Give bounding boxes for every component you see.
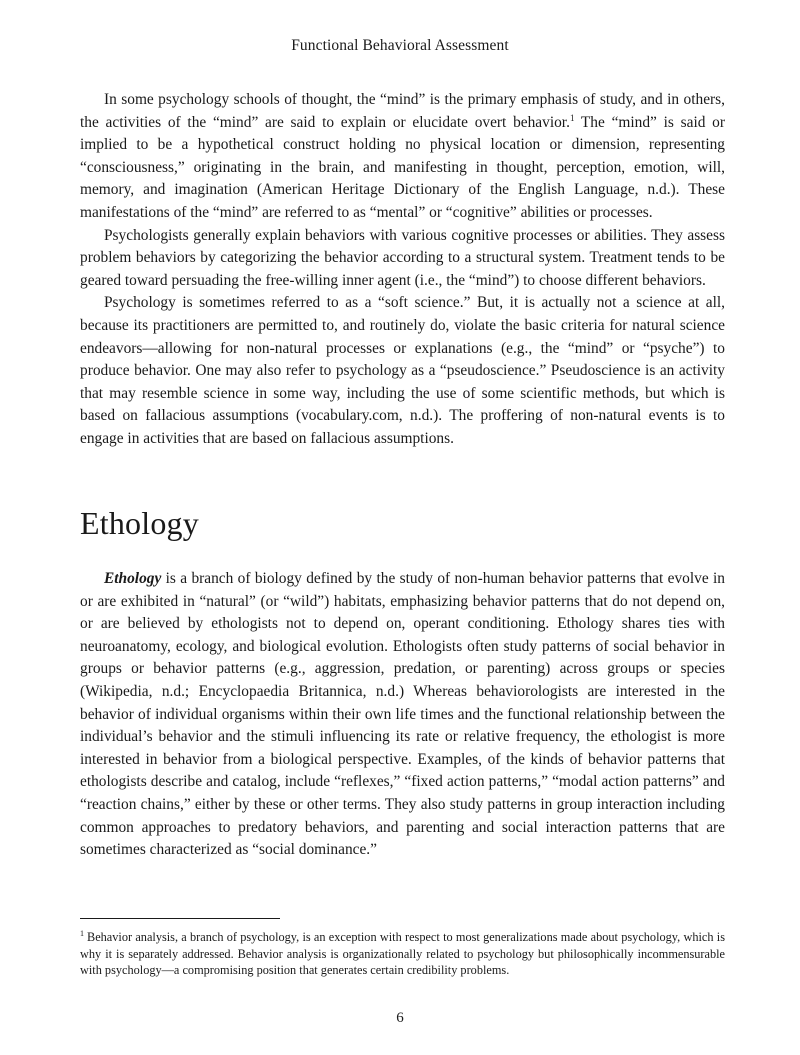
footnote-reference[interactable]: 1 <box>569 112 575 123</box>
ethology-section <box>80 568 725 862</box>
footnote <box>80 929 725 979</box>
running-header: Functional Behavioral Assessment <box>291 37 509 54</box>
intro-section <box>80 89 725 451</box>
paragraph: Psychology is sometimes referred to as a “soft science.” But, it is actually not a science at all, because its practitioners are permitted to, and routinely do, violate the basic criteria for natural science endeavors—allowing for non-natural processes or explanations (e.g., the “mind” or “psyche”) to produce behavior. One may also refer to psychology as a “pseudoscience.” Pseudoscience is an activity that may resemble science in some way, including the use of some scientific methods, but which is based on fallacious assumptions (vocabulary.com, n.d.). The proffering of non-natural events is to engage in activities that are based on fallacious assumptions. <box>80 294 725 447</box>
footnote-text: Behavior analysis, a branch of psychology, is an exception with respect to most generalizations made about psychology, which is why it is separately addressed. Behavior analysis is organizationally related to psychology but philosophically incommensurable with psychology—a compromising position that generates certain credibility problems. <box>80 930 725 978</box>
paragraph <box>80 89 725 225</box>
paragraph-text: The “mind” is said or implied to be a hypothetical construct holding no physical location or dimension, representing “consciousness,” originating in the brain, and manifesting in thought, perception, emotion, will, memory, and imagination (American Heritage Dictionary of the English Language, n.d.). These manifestations of the “mind” are referred to as “mental” or “cognitive” abilities or processes. <box>80 113 725 221</box>
paragraph-text: In some psychology schools of thought, the “mind” is the primary emphasis of study, and in others, the activities of the “mind” are said to explain or elucidate overt behavior. <box>80 91 725 131</box>
defined-term: Ethology <box>104 570 162 587</box>
paragraph: Psychologists generally explain behaviors with various cognitive processes or abilities. They assess problem behaviors by categorizing the behavior according to a structural system. Treatment tends to be geared toward persuading the free-willing inner agent (i.e., the “mind”) to choose different behaviors. <box>80 226 725 289</box>
footnote-marker: 1 <box>80 928 84 938</box>
paragraph <box>80 568 725 862</box>
footnote-divider <box>80 918 280 919</box>
section-heading: Ethology <box>80 505 199 541</box>
paragraph-text: is a branch of biology defined by the study of non-human behavior patterns that evolve in or are exhibited in “natural” (or “wild”) habitats, emphasizing behavior patterns that do not depend on, or are believed by ethologists not to depend on, operant conditioning. Ethology shares ties with neuroanatomy, ecology, and biological evolution. Ethologists often study patterns of social behavior in groups or behavior patterns (e.g., aggression, predation, or parenting) across groups or species (Wikipedia, n.d.; Encyclopaedia Britannica, n.d.) Whereas behaviorologists are interested in the behavior of individual organisms within their own life times and the functional relationship between the individual’s behavior and the stimuli influencing its rate or relative frequency, the ethologist is more interested in behavior from a biological perspective. Examples, of the kinds of behavior patterns that ethologists describe and catalog, include “reflexes,” “fixed action patterns,” “modal action patterns” and “reaction chains,” either by these or other terms. They also study patterns in group interaction including common approaches to predatory behaviors, and parenting and social interaction patterns that are sometimes characterized as “social dominance.” <box>80 570 725 859</box>
page-number: 6 <box>396 1010 404 1026</box>
